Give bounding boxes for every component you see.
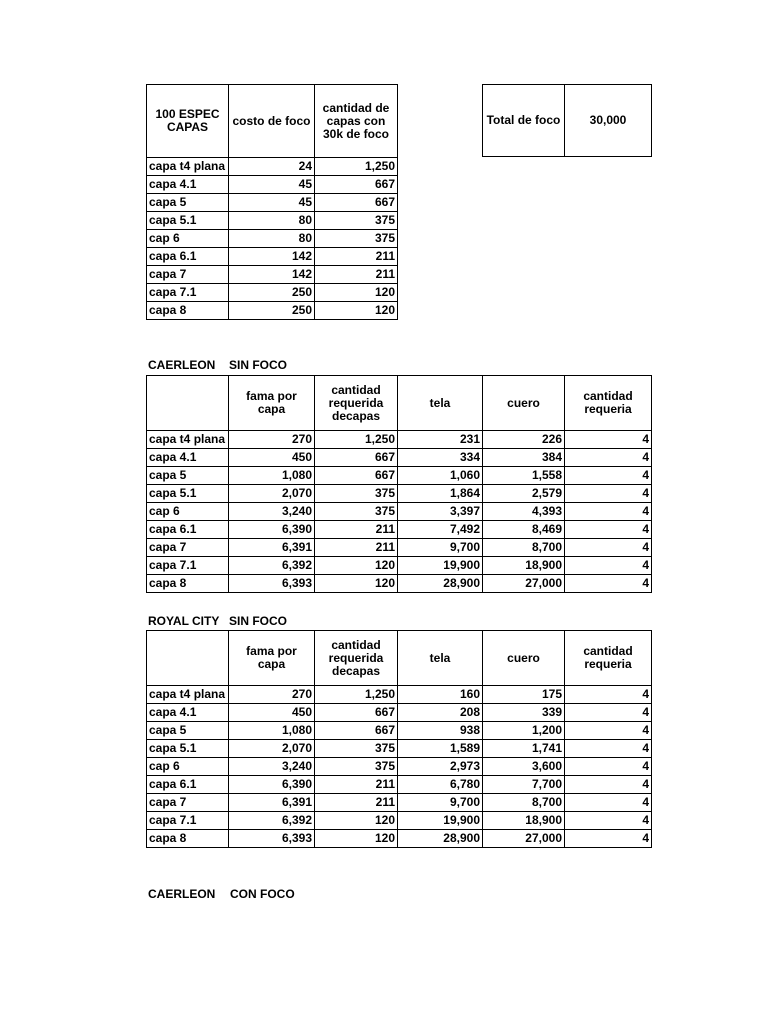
cell: 45 xyxy=(229,194,315,212)
cell: 6,780 xyxy=(398,776,483,794)
cell: 4 xyxy=(565,794,652,812)
cell: 667 xyxy=(315,704,398,722)
table-row xyxy=(147,158,398,176)
table-row xyxy=(147,467,652,485)
cell: 375 xyxy=(315,740,398,758)
cell: 250 xyxy=(229,284,315,302)
table-row xyxy=(147,431,652,449)
cell: 4 xyxy=(565,431,652,449)
table-row xyxy=(147,230,398,248)
row-label: capa 7 xyxy=(147,539,229,557)
cell: 142 xyxy=(229,266,315,284)
row-label: capa 7.1 xyxy=(147,557,229,575)
header-cantidad-requeria: cantidad requeria xyxy=(565,631,652,686)
cell: 1,250 xyxy=(315,686,398,704)
cell: 3,240 xyxy=(229,758,315,776)
header-blank xyxy=(147,376,229,431)
cell: 1,250 xyxy=(315,431,398,449)
cell: 160 xyxy=(398,686,483,704)
cell: 211 xyxy=(315,539,398,557)
cell: 6,391 xyxy=(229,794,315,812)
cell: 667 xyxy=(315,722,398,740)
table-row xyxy=(147,284,398,302)
cell: 9,700 xyxy=(398,539,483,557)
cell: 120 xyxy=(315,557,398,575)
cell: 384 xyxy=(483,449,565,467)
cell: 450 xyxy=(229,704,315,722)
table-row xyxy=(147,575,652,593)
cell: 6,392 xyxy=(229,812,315,830)
cell: 6,390 xyxy=(229,521,315,539)
table-row xyxy=(147,302,398,320)
cell: 1,060 xyxy=(398,467,483,485)
cell: 2,973 xyxy=(398,758,483,776)
cell: 250 xyxy=(229,302,315,320)
table-row xyxy=(147,176,398,194)
cell: 4 xyxy=(565,776,652,794)
cell: 80 xyxy=(229,212,315,230)
cell: 667 xyxy=(315,194,398,212)
table-row xyxy=(147,830,652,848)
city-name: CAERLEON xyxy=(148,887,216,901)
row-label: capa 4.1 xyxy=(147,704,229,722)
total-focus-value: 30,000 xyxy=(565,85,652,157)
cell: 7,700 xyxy=(483,776,565,794)
cell: 28,900 xyxy=(398,575,483,593)
mode-label: SIN FOCO xyxy=(229,614,288,628)
cell: 27,000 xyxy=(483,575,565,593)
row-label: cap 6 xyxy=(147,758,229,776)
cell: 1,558 xyxy=(483,467,565,485)
table-row xyxy=(147,194,398,212)
mode-label: SIN FOCO xyxy=(229,358,288,372)
cell: 120 xyxy=(315,284,398,302)
cell: 4 xyxy=(565,575,652,593)
row-label: capa 8 xyxy=(147,302,229,320)
cell: 120 xyxy=(315,302,398,320)
row-label: capa 8 xyxy=(147,830,229,848)
row-label: cap 6 xyxy=(147,230,229,248)
table-row xyxy=(147,521,652,539)
cell: 18,900 xyxy=(483,557,565,575)
cell: 4 xyxy=(565,467,652,485)
caerleon-sin-foco-caption xyxy=(148,358,287,372)
cell: 4 xyxy=(565,758,652,776)
cell: 450 xyxy=(229,449,315,467)
cell: 1,864 xyxy=(398,485,483,503)
caerleon-con-foco-caption xyxy=(148,887,295,901)
header-cantidad-requerida: cantidad requerida decapas xyxy=(315,631,398,686)
header-fama: fama por capa xyxy=(229,631,315,686)
table-row xyxy=(147,794,652,812)
table-row xyxy=(147,758,652,776)
cell: 226 xyxy=(483,431,565,449)
cell: 19,900 xyxy=(398,812,483,830)
row-label: capa 5 xyxy=(147,194,229,212)
cell: 3,240 xyxy=(229,503,315,521)
row-label: capa 5.1 xyxy=(147,212,229,230)
row-label: capa 5 xyxy=(147,467,229,485)
caerleon-sin-foco-table xyxy=(146,375,652,593)
cell: 339 xyxy=(483,704,565,722)
cell: 4 xyxy=(565,521,652,539)
table-row xyxy=(147,704,652,722)
table-row xyxy=(147,722,652,740)
header-tela: tela xyxy=(398,376,483,431)
table-row xyxy=(147,776,652,794)
cell: 120 xyxy=(315,830,398,848)
header-tela: tela xyxy=(398,631,483,686)
cell: 375 xyxy=(315,503,398,521)
cell: 8,700 xyxy=(483,794,565,812)
row-label: capa 8 xyxy=(147,575,229,593)
cell: 375 xyxy=(315,230,398,248)
cell: 4 xyxy=(565,704,652,722)
table-row xyxy=(147,812,652,830)
header-cuero: cuero xyxy=(483,376,565,431)
cell: 4 xyxy=(565,503,652,521)
cell: 8,700 xyxy=(483,539,565,557)
cell: 208 xyxy=(398,704,483,722)
header-costo-de-foco: costo de foco xyxy=(229,85,315,158)
table-row xyxy=(147,212,398,230)
cell: 270 xyxy=(229,431,315,449)
cell: 4 xyxy=(565,740,652,758)
cell: 18,900 xyxy=(483,812,565,830)
cell: 4 xyxy=(565,539,652,557)
cell: 24 xyxy=(229,158,315,176)
row-label: capa 5.1 xyxy=(147,485,229,503)
cell: 4 xyxy=(565,449,652,467)
cell: 3,397 xyxy=(398,503,483,521)
cell: 6,392 xyxy=(229,557,315,575)
header-cantidad-requeria: cantidad requeria xyxy=(565,376,652,431)
cell: 375 xyxy=(315,758,398,776)
row-label: capa 7.1 xyxy=(147,284,229,302)
row-label: capa 4.1 xyxy=(147,449,229,467)
total-focus-table xyxy=(482,84,652,157)
royal-city-sin-foco-caption xyxy=(148,614,287,628)
cell: 211 xyxy=(315,521,398,539)
cell: 4 xyxy=(565,722,652,740)
cell: 667 xyxy=(315,467,398,485)
row-label: cap 6 xyxy=(147,503,229,521)
cell: 45 xyxy=(229,176,315,194)
row-label: capa t4 plana xyxy=(147,158,229,176)
table-row xyxy=(147,266,398,284)
cell: 6,391 xyxy=(229,539,315,557)
cell: 334 xyxy=(398,449,483,467)
cell: 4,393 xyxy=(483,503,565,521)
cell: 375 xyxy=(315,485,398,503)
header-fama: fama por capa xyxy=(229,376,315,431)
row-label: capa 7.1 xyxy=(147,812,229,830)
cell: 28,900 xyxy=(398,830,483,848)
cell: 667 xyxy=(315,176,398,194)
cell: 142 xyxy=(229,248,315,266)
city-name: ROYAL CITY xyxy=(148,614,220,628)
cell: 120 xyxy=(315,812,398,830)
mode-label: CON FOCO xyxy=(230,887,295,901)
row-label: capa t4 plana xyxy=(147,431,229,449)
cell: 211 xyxy=(315,248,398,266)
row-label: capa 4.1 xyxy=(147,176,229,194)
cell: 4 xyxy=(565,830,652,848)
cell: 211 xyxy=(315,266,398,284)
table-row xyxy=(147,248,398,266)
table-row xyxy=(147,503,652,521)
cell: 4 xyxy=(565,686,652,704)
cell: 231 xyxy=(398,431,483,449)
cell: 2,579 xyxy=(483,485,565,503)
cell: 9,700 xyxy=(398,794,483,812)
cell: 1,080 xyxy=(229,467,315,485)
cell: 4 xyxy=(565,812,652,830)
table-row xyxy=(147,539,652,557)
row-label: capa 7 xyxy=(147,794,229,812)
header-blank xyxy=(147,631,229,686)
city-name: CAERLEON xyxy=(148,358,216,372)
row-label: capa t4 plana xyxy=(147,686,229,704)
cell: 6,393 xyxy=(229,575,315,593)
table-row xyxy=(147,740,652,758)
cell: 1,589 xyxy=(398,740,483,758)
cell: 7,492 xyxy=(398,521,483,539)
cell: 1,080 xyxy=(229,722,315,740)
cell: 27,000 xyxy=(483,830,565,848)
cell: 80 xyxy=(229,230,315,248)
cell: 1,200 xyxy=(483,722,565,740)
royal-city-sin-foco-table xyxy=(146,630,652,848)
row-label: capa 7 xyxy=(147,266,229,284)
table-row xyxy=(147,557,652,575)
cell: 667 xyxy=(315,449,398,467)
cell: 8,469 xyxy=(483,521,565,539)
focus-cost-table xyxy=(146,84,398,320)
cell: 6,393 xyxy=(229,830,315,848)
cell: 375 xyxy=(315,212,398,230)
header-cantidad-requerida: cantidad requerida decapas xyxy=(315,376,398,431)
cell: 1,250 xyxy=(315,158,398,176)
table-row xyxy=(147,485,652,503)
table-row xyxy=(147,449,652,467)
total-focus-label: Total de foco xyxy=(483,85,565,157)
row-label: capa 6.1 xyxy=(147,776,229,794)
cell: 211 xyxy=(315,794,398,812)
row-label: capa 6.1 xyxy=(147,248,229,266)
cell: 211 xyxy=(315,776,398,794)
cell: 120 xyxy=(315,575,398,593)
header-cantidad-capas-30k: cantidad de capas con 30k de foco xyxy=(315,85,398,158)
cell: 175 xyxy=(483,686,565,704)
table-row xyxy=(147,686,652,704)
cell: 6,390 xyxy=(229,776,315,794)
cell: 2,070 xyxy=(229,485,315,503)
cell: 4 xyxy=(565,485,652,503)
cell: 3,600 xyxy=(483,758,565,776)
cell: 938 xyxy=(398,722,483,740)
row-label: capa 5.1 xyxy=(147,740,229,758)
cell: 2,070 xyxy=(229,740,315,758)
header-cuero: cuero xyxy=(483,631,565,686)
header-100-espec-capas: 100 ESPEC CAPAS xyxy=(147,85,229,158)
cell: 4 xyxy=(565,557,652,575)
cell: 1,741 xyxy=(483,740,565,758)
row-label: capa 6.1 xyxy=(147,521,229,539)
row-label: capa 5 xyxy=(147,722,229,740)
cell: 270 xyxy=(229,686,315,704)
cell: 19,900 xyxy=(398,557,483,575)
